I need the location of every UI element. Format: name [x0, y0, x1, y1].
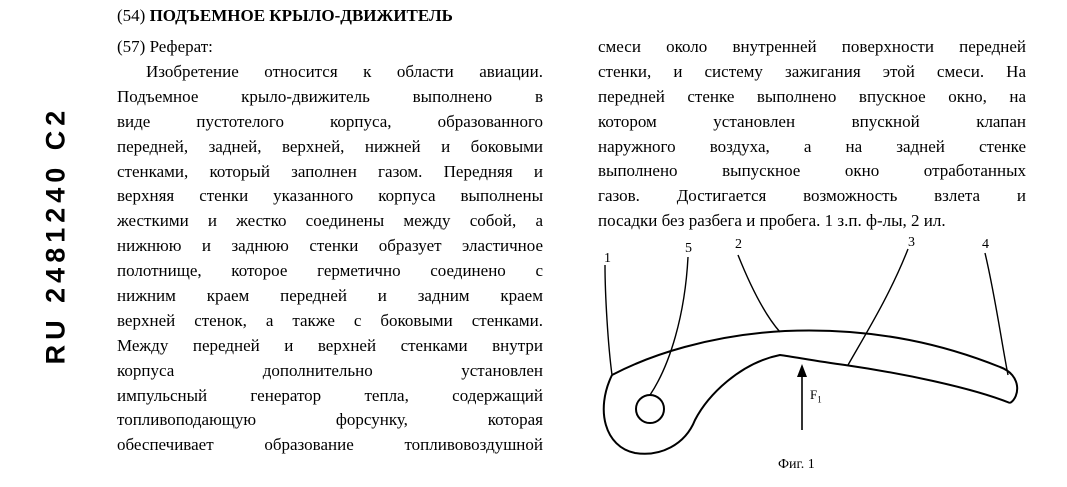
text-line: корпуса дополнительно установлен [117, 360, 543, 380]
text-line: виде пустотелого корпуса, образованного [117, 111, 543, 131]
text-line: нижним краем передней и задним краем [117, 286, 543, 306]
figure-label-1: 1 [604, 251, 611, 266]
text-line: передней стенке выполнено впускное окно, на [598, 86, 1026, 106]
abstract-label: (57) Реферат: [117, 37, 213, 56]
wing-drawing [590, 235, 1050, 485]
figure-wing-diagram [590, 235, 1050, 485]
figure-label-2: 2 [735, 237, 742, 252]
leader-line-4 [985, 253, 1008, 375]
patent-number-sidebar [34, 0, 78, 487]
text-line: посадки без разбега и пробега. 1 з.п. ф-лы, 2 ил. [598, 211, 946, 231]
text-line: обеспечивает образование топливовоздушной [117, 435, 543, 455]
figure-label-4: 4 [982, 237, 989, 252]
title-text: ПОДЪЕМНОЕ КРЫЛО-ДВИЖИТЕЛЬ [149, 6, 453, 25]
text-line: котором установлен впускной клапан [598, 111, 1026, 131]
text-line: передней, задней, верхней, нижней и боковыми [117, 136, 543, 156]
patent-title [117, 6, 453, 26]
patent-number: RU 2481240 C2 [40, 105, 71, 365]
abstract-left-column [117, 60, 543, 458]
leader-line-1 [605, 265, 612, 375]
heat-generator-circle [636, 395, 664, 423]
text-line: Изобретение относится к области авиации. [146, 62, 543, 81]
leader-line-2 [738, 255, 780, 332]
text-line: импульсный генератор тепла, содержащий [117, 385, 543, 405]
text-line: Подъемное крыло-движитель выполнено в [117, 86, 543, 106]
leader-line-5 [650, 257, 688, 395]
text-line: стенками, который заполнен газом. Передняя и [117, 161, 543, 181]
leader-line-3 [848, 249, 908, 365]
figure-label-3: 3 [908, 235, 915, 250]
text-line: стенки, и систему зажигания этой смеси. На [598, 61, 1026, 81]
lower-wall-curve [604, 355, 1010, 454]
text-line: полотнище, которое герметично соединено с [117, 261, 543, 281]
text-line: смеси около внутренней поверхности передней [598, 37, 1026, 56]
text-line: Между передней и верхней стенками внутри [117, 335, 543, 355]
text-line: верхней стенок, а также с боковыми стенками. [117, 310, 543, 330]
figure-caption: Фиг. 1 [778, 457, 815, 472]
text-line: выполнено выпускное окно отработанных [598, 161, 1026, 181]
text-line: нижнюю и заднюю стенки образует эластичное [117, 236, 543, 256]
force-arrowhead [797, 364, 807, 377]
text-line: газов. Достигается возможность взлета и [598, 186, 1026, 206]
force-label: $F_1$ [810, 387, 822, 405]
title-code: (54) [117, 6, 146, 25]
figure-label-5: 5 [685, 241, 692, 256]
text-line: топливоподающую форсунку, которая [117, 410, 543, 430]
abstract-right-column [598, 35, 1026, 234]
text-line: жесткими и жестко соединены между собой, а [117, 211, 543, 231]
text-line: верхняя стенки указанного корпуса выполнены [117, 186, 543, 206]
text-line: наружного воздуха, а на задней стенке [598, 136, 1026, 156]
